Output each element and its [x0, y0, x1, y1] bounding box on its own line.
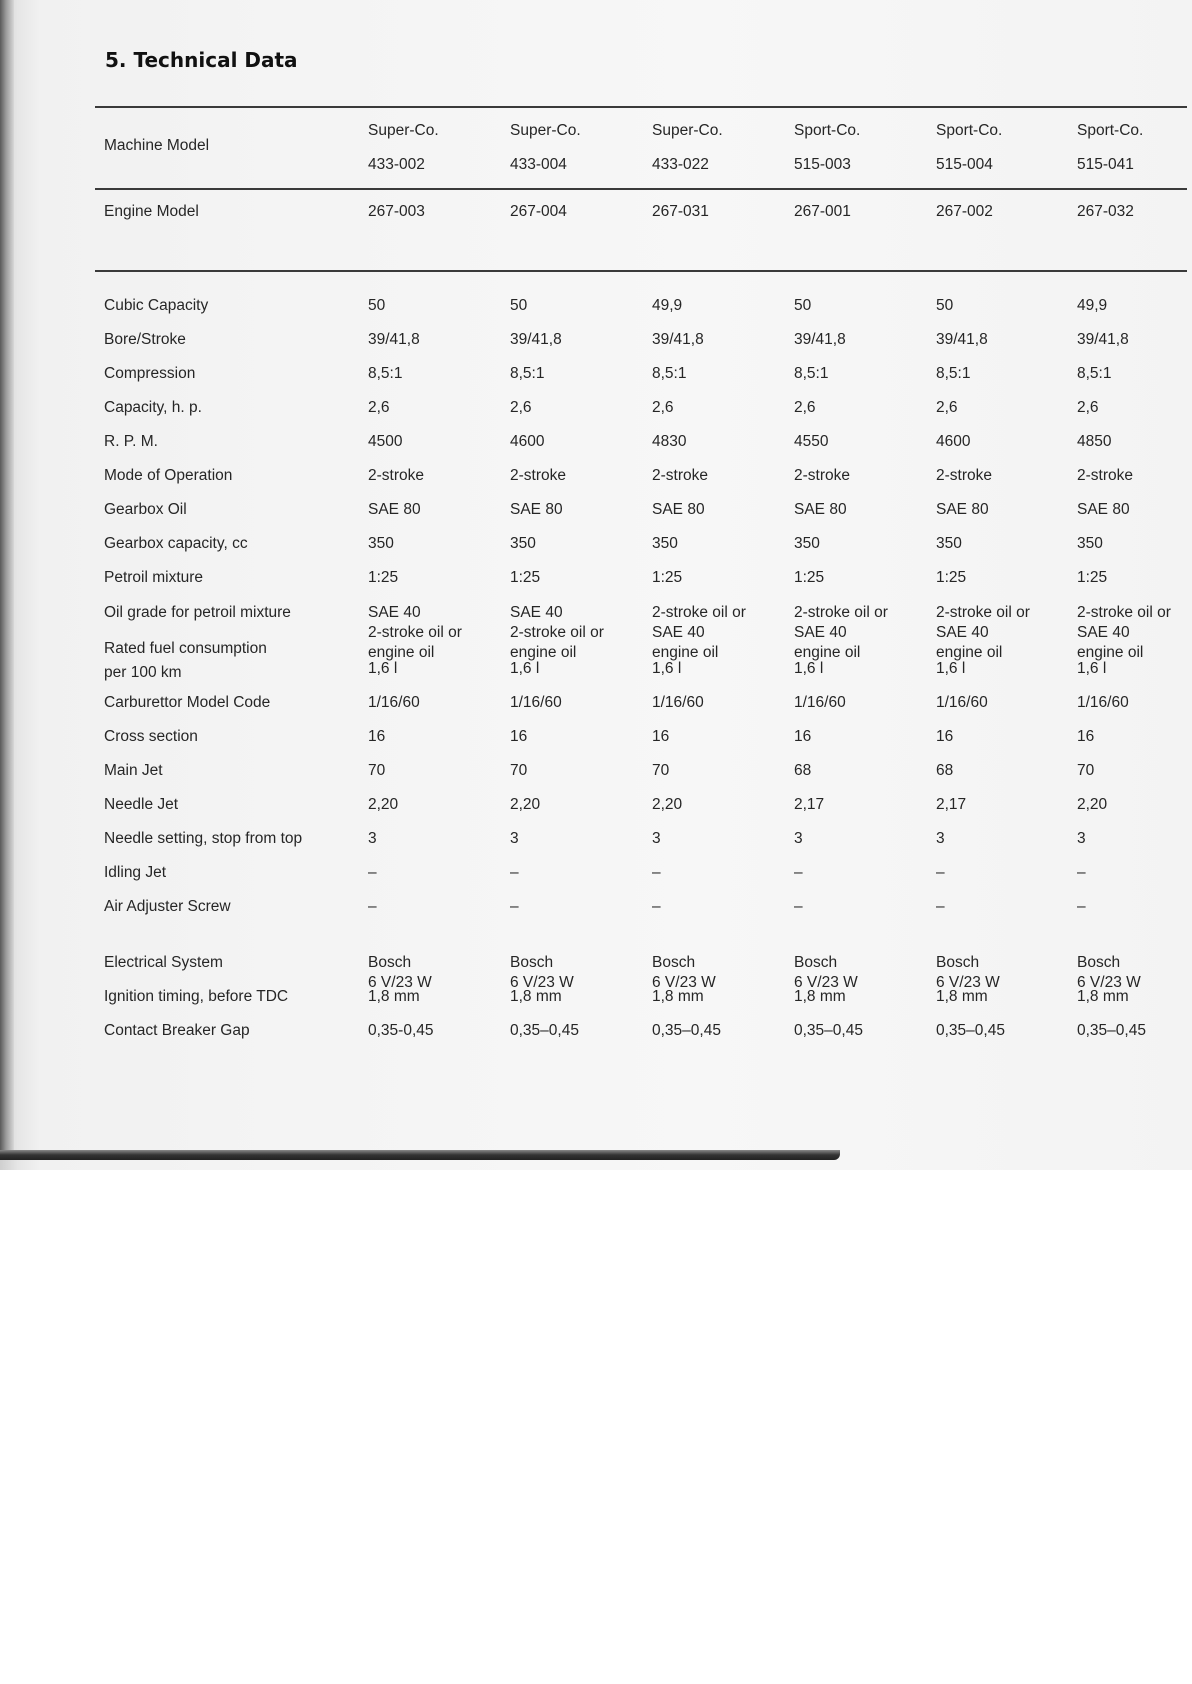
data-cell: 350	[510, 535, 536, 552]
row-label: Mode of Operation	[104, 467, 233, 484]
data-cell: –	[510, 864, 519, 881]
data-cell: 0,35–0,45	[936, 1022, 1005, 1039]
machine-model-cell: Sport-Co.	[1077, 122, 1144, 139]
data-cell: 1/16/60	[510, 694, 562, 711]
data-cell: 1/16/60	[1077, 694, 1129, 711]
data-cell: 8,5:1	[936, 365, 971, 382]
data-cell: 2-stroke oil or	[510, 624, 604, 641]
data-cell: 8,5:1	[1077, 365, 1112, 382]
engine-model-cell: 267-032	[1077, 203, 1134, 220]
row-label: Cubic Capacity	[104, 297, 209, 314]
row-label: Gearbox Oil	[104, 501, 187, 518]
data-cell: 68	[794, 762, 812, 779]
data-cell: SAE 80	[368, 501, 421, 518]
data-cell: –	[794, 864, 803, 881]
data-cell: –	[794, 898, 803, 915]
data-cell: 2-stroke	[936, 467, 992, 484]
data-cell: 2-stroke	[1077, 467, 1133, 484]
row-label: Compression	[104, 365, 196, 382]
data-cell: SAE 40	[368, 604, 421, 621]
data-cell: SAE 40	[510, 604, 563, 621]
data-cell: 6 V/23 W	[936, 974, 1000, 991]
data-cell: 2-stroke oil or	[368, 624, 462, 641]
data-cell: 39/41,8	[652, 331, 704, 348]
data-cell: 8,5:1	[794, 365, 829, 382]
row-label: Needle Jet	[104, 796, 179, 813]
engine-model-cell: 267-004	[510, 203, 567, 220]
data-cell: 70	[1077, 762, 1095, 779]
data-cell: 1,8 mm	[794, 988, 846, 1005]
data-cell: 1/16/60	[794, 694, 846, 711]
data-cell: 1,6 l	[794, 660, 824, 677]
data-cell: 6 V/23 W	[510, 974, 574, 991]
data-cell: 2,6	[652, 399, 674, 416]
data-cell: 50	[510, 297, 528, 314]
data-cell: 16	[510, 728, 528, 745]
data-cell: 2,6	[368, 399, 390, 416]
data-cell: 350	[794, 535, 820, 552]
data-cell: 1,6 l	[368, 660, 398, 677]
data-cell: 4830	[652, 433, 687, 450]
row-label: Needle setting, stop from top	[104, 830, 303, 847]
data-cell: 39/41,8	[1077, 331, 1129, 348]
data-cell: 16	[368, 728, 386, 745]
row-label-machine-model: Machine Model	[104, 137, 210, 154]
machine-model-cell: 433-004	[510, 156, 567, 173]
engine-rule	[95, 270, 1187, 272]
data-cell: Bosch	[368, 954, 412, 971]
data-cell: 2-stroke oil or	[794, 604, 888, 621]
data-cell: 2-stroke	[652, 467, 708, 484]
data-cell: 50	[794, 297, 812, 314]
row-label: Contact Breaker Gap	[104, 1022, 250, 1039]
row-label: Bore/Stroke	[104, 331, 186, 348]
data-cell: 2-stroke oil or	[652, 604, 746, 621]
data-cell: –	[368, 898, 377, 915]
data-cell: 39/41,8	[794, 331, 846, 348]
row-label: Oil grade for petroil mixture	[104, 604, 291, 621]
data-cell: 39/41,8	[368, 331, 420, 348]
data-cell: 1,8 mm	[368, 988, 420, 1005]
row-label-engine-model: Engine Model	[104, 203, 199, 220]
machine-model-cell: 433-022	[652, 156, 709, 173]
data-cell: 2,17	[794, 796, 825, 813]
data-cell: 2-stroke	[368, 467, 424, 484]
data-cell: 2,20	[652, 796, 683, 813]
machine-model-cell: 515-004	[936, 156, 993, 173]
data-cell: Bosch	[652, 954, 696, 971]
data-cell: Bosch	[794, 954, 838, 971]
section-title: 5. Technical Data	[105, 48, 298, 72]
data-cell: 16	[936, 728, 954, 745]
data-cell: 2,6	[510, 399, 532, 416]
engine-model-cell: 267-002	[936, 203, 993, 220]
data-cell: 70	[368, 762, 386, 779]
data-cell: 1,6 l	[936, 660, 966, 677]
machine-model-cell: Super-Co.	[510, 122, 581, 139]
data-cell: 6 V/23 W	[652, 974, 716, 991]
data-cell: 2,6	[794, 399, 816, 416]
data-cell: 49,9	[1077, 297, 1108, 314]
data-cell: 1:25	[794, 569, 825, 586]
data-cell: 4600	[510, 433, 545, 450]
data-cell: –	[652, 898, 661, 915]
data-cell: Bosch	[1077, 954, 1121, 971]
data-cell: 8,5:1	[510, 365, 545, 382]
data-cell: SAE 40	[1077, 624, 1130, 641]
data-cell: 16	[652, 728, 670, 745]
data-cell: 2,20	[1077, 796, 1108, 813]
engine-model-cell: 267-031	[652, 203, 709, 220]
data-cell: 1,8 mm	[936, 988, 988, 1005]
data-cell: SAE 80	[510, 501, 563, 518]
data-cell: 8,5:1	[368, 365, 403, 382]
data-cell: –	[936, 898, 945, 915]
data-cell: 2-stroke oil or	[1077, 604, 1171, 621]
data-cell: –	[652, 864, 661, 881]
engine-model-cell: 267-001	[794, 203, 851, 220]
data-cell: 1,6 l	[1077, 660, 1107, 677]
data-cell: 1,6 l	[652, 660, 682, 677]
data-cell: –	[1077, 898, 1086, 915]
data-cell: engine oil	[794, 644, 861, 661]
data-cell: 1/16/60	[652, 694, 704, 711]
row-label: Cross section	[104, 728, 198, 745]
machine-model-cell: 433-002	[368, 156, 425, 173]
row-label: R. P. M.	[104, 433, 158, 450]
row-label: Rated fuel consumption	[104, 640, 267, 657]
machine-model-cell: 515-041	[1077, 156, 1134, 173]
data-cell: 2,17	[936, 796, 967, 813]
data-cell: SAE 80	[1077, 501, 1130, 518]
data-cell: 2-stroke oil or	[936, 604, 1030, 621]
data-cell: Bosch	[510, 954, 554, 971]
data-cell: 3	[936, 830, 945, 847]
data-cell: SAE 80	[936, 501, 989, 518]
data-cell: 3	[510, 830, 519, 847]
data-cell: 1:25	[1077, 569, 1108, 586]
data-cell: 2,6	[936, 399, 958, 416]
row-label: Air Adjuster Screw	[104, 898, 231, 915]
row-label: Main Jet	[104, 762, 163, 779]
data-cell: 4500	[368, 433, 403, 450]
page-bottom-edge	[0, 1150, 840, 1160]
row-label: Capacity, h. p.	[104, 399, 202, 416]
data-cell: 0,35–0,45	[652, 1022, 721, 1039]
data-cell: 0,35–0,45	[510, 1022, 579, 1039]
data-cell: 3	[1077, 830, 1086, 847]
data-cell: 3	[652, 830, 661, 847]
data-cell: 1/16/60	[936, 694, 988, 711]
data-cell: 3	[794, 830, 803, 847]
data-cell: –	[1077, 864, 1086, 881]
data-cell: 68	[936, 762, 954, 779]
data-cell: engine oil	[1077, 644, 1144, 661]
data-cell: engine oil	[652, 644, 719, 661]
page-binding-shadow	[0, 0, 14, 1160]
header-rule	[95, 188, 1187, 190]
data-cell: 6 V/23 W	[368, 974, 432, 991]
data-cell: 3	[368, 830, 377, 847]
data-cell: 2-stroke	[794, 467, 850, 484]
data-cell: 50	[368, 297, 386, 314]
data-cell: 1:25	[368, 569, 399, 586]
data-cell: 2-stroke	[510, 467, 566, 484]
data-cell: 2,20	[368, 796, 399, 813]
data-cell: 0,35-0,45	[368, 1022, 434, 1039]
data-cell: –	[510, 898, 519, 915]
machine-model-cell: Sport-Co.	[936, 122, 1003, 139]
row-label: Idling Jet	[104, 864, 167, 881]
machine-model-cell: Super-Co.	[652, 122, 723, 139]
data-cell: 39/41,8	[510, 331, 562, 348]
data-cell: 2,20	[510, 796, 541, 813]
data-cell: SAE 40	[652, 624, 705, 641]
machine-model-cell: Super-Co.	[368, 122, 439, 139]
data-cell: 350	[368, 535, 394, 552]
engine-model-cell: 267-003	[368, 203, 425, 220]
data-cell: 1,8 mm	[510, 988, 562, 1005]
data-cell: 1:25	[936, 569, 967, 586]
data-cell: 4600	[936, 433, 971, 450]
data-cell: –	[936, 864, 945, 881]
data-cell: 70	[652, 762, 670, 779]
data-cell: SAE 40	[936, 624, 989, 641]
row-label: Ignition timing, before TDC	[104, 988, 289, 1005]
data-cell: SAE 80	[652, 501, 705, 518]
data-cell: 1/16/60	[368, 694, 420, 711]
data-cell: engine oil	[936, 644, 1003, 661]
data-cell: 49,9	[652, 297, 683, 314]
data-cell: 4850	[1077, 433, 1112, 450]
data-cell: 0,35–0,45	[1077, 1022, 1146, 1039]
data-cell: 1:25	[510, 569, 541, 586]
data-cell: engine oil	[368, 644, 435, 661]
data-cell: 0,35–0,45	[794, 1022, 863, 1039]
data-cell: 50	[936, 297, 954, 314]
data-cell: 1,6 l	[510, 660, 540, 677]
data-cell: SAE 80	[794, 501, 847, 518]
data-cell: 6 V/23 W	[1077, 974, 1141, 991]
data-cell: 2,6	[1077, 399, 1099, 416]
data-cell: Bosch	[936, 954, 980, 971]
row-label: Petroil mixture	[104, 569, 204, 586]
data-cell: 16	[1077, 728, 1095, 745]
data-cell: 1,8 mm	[1077, 988, 1129, 1005]
row-label: Gearbox capacity, cc	[104, 535, 248, 552]
data-cell: –	[368, 864, 377, 881]
data-cell: 16	[794, 728, 812, 745]
row-label: Electrical System	[104, 954, 223, 971]
data-cell: 350	[652, 535, 678, 552]
data-cell: 350	[1077, 535, 1103, 552]
data-cell: 8,5:1	[652, 365, 687, 382]
data-cell: 6 V/23 W	[794, 974, 858, 991]
data-cell: SAE 40	[794, 624, 847, 641]
data-cell: 350	[936, 535, 962, 552]
data-cell: 1,8 mm	[652, 988, 704, 1005]
data-cell: 39/41,8	[936, 331, 988, 348]
data-cell: 70	[510, 762, 528, 779]
data-cell: 1:25	[652, 569, 683, 586]
data-cell: engine oil	[510, 644, 577, 661]
row-label: per 100 km	[104, 664, 182, 681]
row-label: Carburettor Model Code	[104, 694, 271, 711]
machine-model-cell: 515-003	[794, 156, 851, 173]
machine-model-cell: Sport-Co.	[794, 122, 861, 139]
top-rule	[95, 106, 1187, 108]
data-cell: 4550	[794, 433, 829, 450]
